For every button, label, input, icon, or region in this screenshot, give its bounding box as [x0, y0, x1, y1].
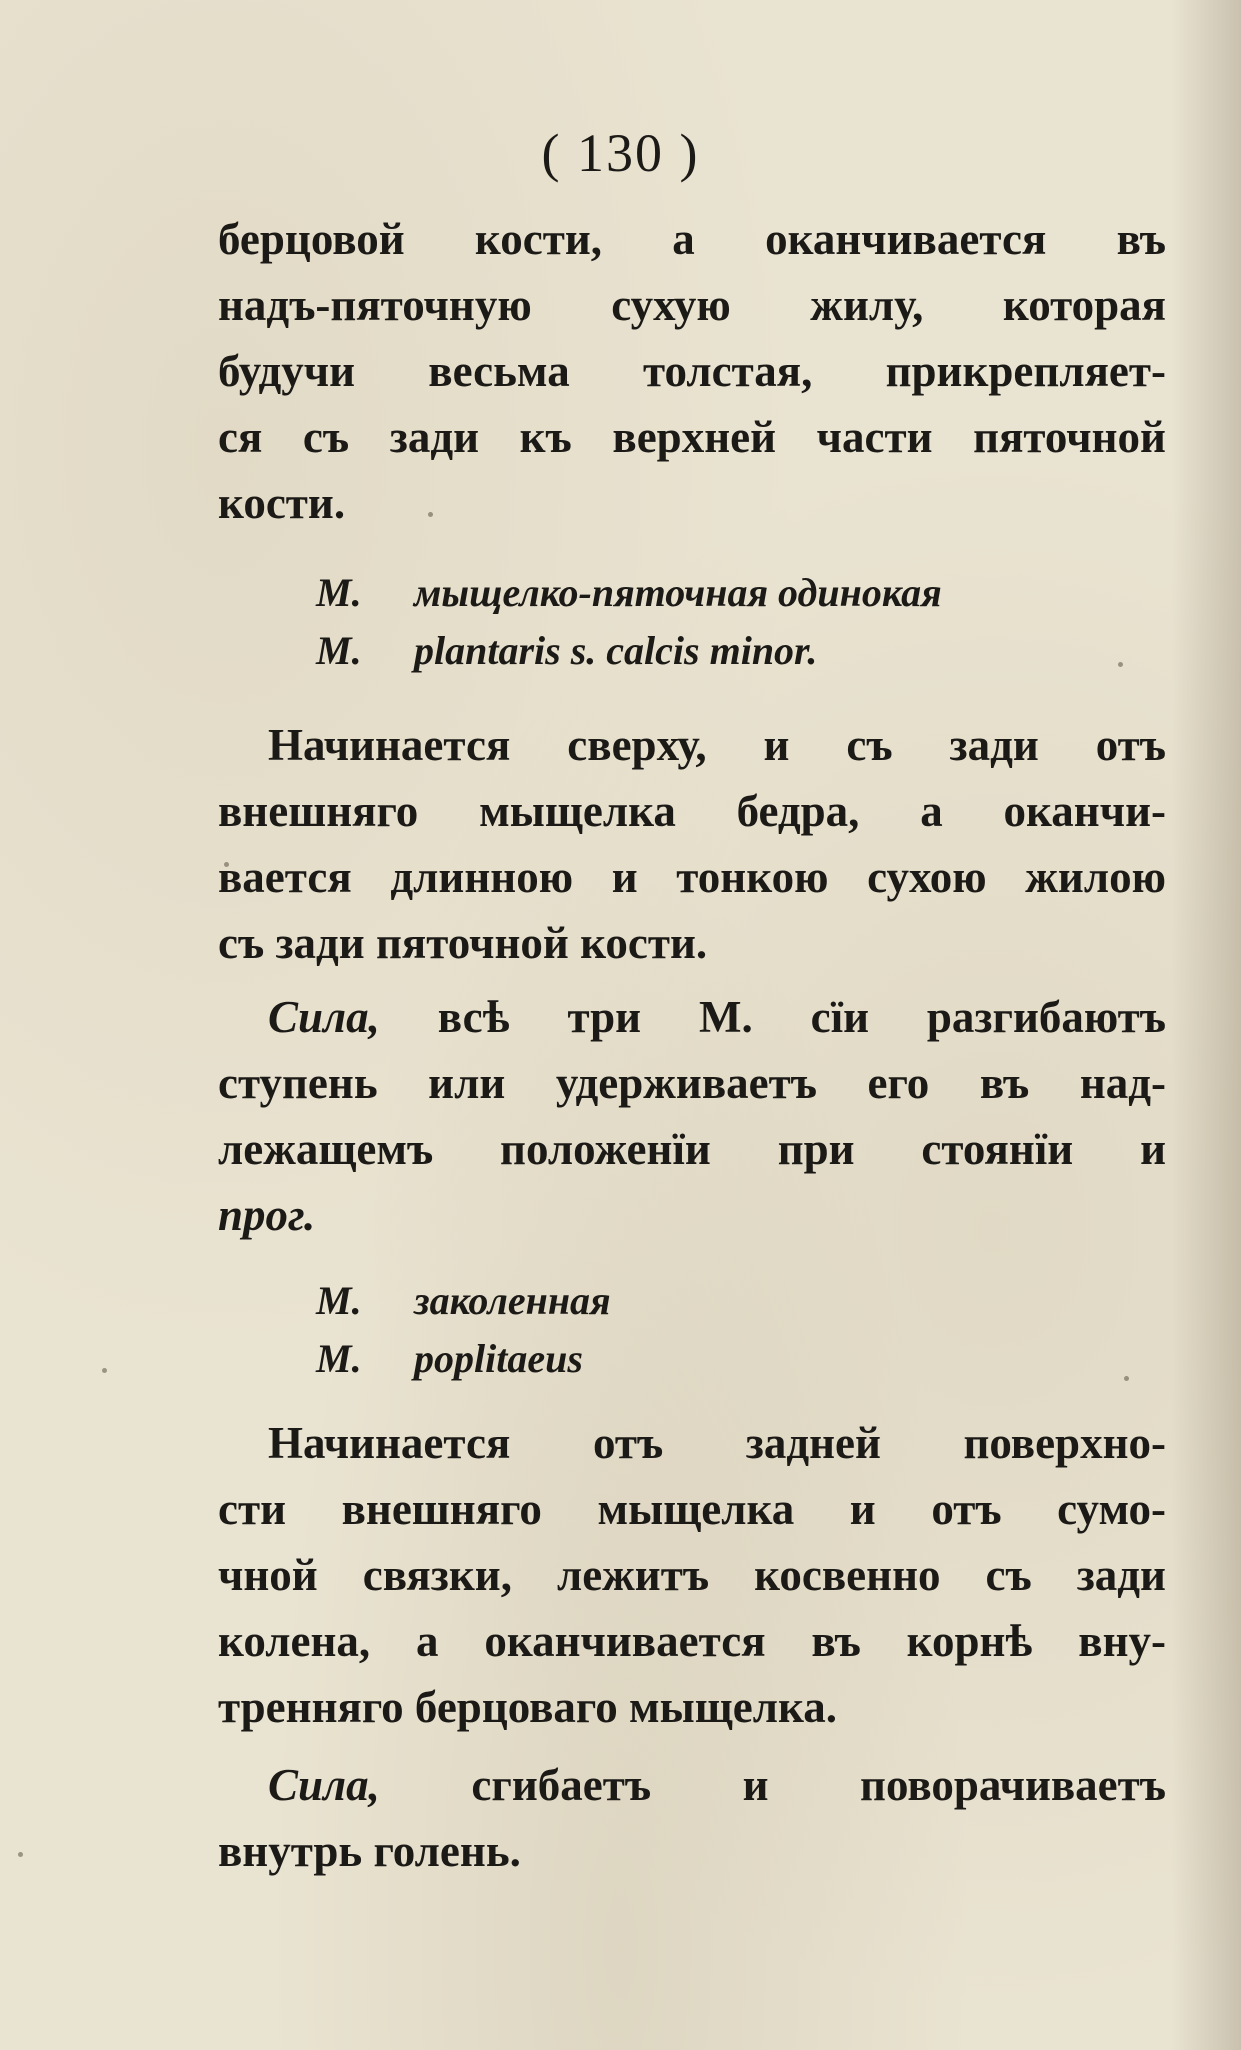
text-line: внутрь голень. [218, 1826, 521, 1876]
heading-russian-line [316, 564, 942, 622]
heading-russian-name: мыщелко-пяточная одинокая [414, 570, 942, 615]
paragraph-5 [218, 1752, 1166, 1884]
text-line: чной связки, лежитъ косвенно съ зади [218, 1550, 1166, 1600]
line-rest: сгибаетъ и поворачиваетъ [471, 1760, 1166, 1810]
text-line: внешняго мыщелка бедра, а оканчи- [218, 786, 1166, 836]
text-line [218, 1752, 1166, 1818]
text-line: съ зади пяточной кости. [218, 918, 708, 968]
heading-latin-name: poplitaeus [414, 1336, 583, 1381]
text-line: сти внешняго мыщелка и отъ сумо- [218, 1484, 1166, 1534]
heading-latin-line [316, 622, 942, 680]
text-line [218, 984, 1166, 1050]
text-line: кости. [218, 478, 346, 528]
text-line: надъ-пяточную сухую жилу, которая [218, 280, 1166, 330]
paper-speck [1124, 1376, 1129, 1381]
paragraph-2 [218, 712, 1166, 976]
text-line: Начинается отъ задней поверхно- [268, 1418, 1166, 1468]
lead-word: Сила, [268, 992, 380, 1042]
heading-latin-name: plantaris s. calcis minor. [414, 628, 818, 673]
paragraph-3 [218, 984, 1166, 1248]
paper-speck [1118, 662, 1123, 667]
muscle-heading-1 [316, 564, 942, 680]
heading-abbr: М. [316, 1278, 362, 1323]
paper-speck [428, 512, 433, 517]
text-line: вается длинною и тонкою сухою жилою [218, 852, 1166, 902]
heading-abbr: M. [316, 628, 362, 673]
lead-word: Сила, [268, 1760, 380, 1810]
heading-abbr: M. [316, 1336, 362, 1381]
page-number: ( 130 ) [541, 123, 700, 183]
muscle-heading-2 [316, 1272, 611, 1388]
paragraph-1 [218, 206, 1166, 536]
heading-russian-line [316, 1272, 611, 1330]
heading-latin-line [316, 1330, 611, 1388]
text-line: ступень или удерживаетъ его въ над- [218, 1058, 1166, 1108]
text-line: Начинается сверху, и съ зади отъ [268, 720, 1166, 770]
page-edge-shadow [1171, 0, 1241, 2050]
text-line: колена, а оканчивается въ корнѣ вну- [218, 1616, 1166, 1666]
text-line: будучи весьма толстая, прикрепляет- [218, 346, 1166, 396]
paragraph-4 [218, 1410, 1166, 1740]
text-line: берцовой кости, а оканчивается въ [218, 214, 1166, 264]
text-line: тренняго берцоваго мыщелка. [218, 1682, 837, 1732]
paper-speck [224, 862, 229, 867]
paper-speck [18, 1852, 23, 1857]
text-line: ся съ зади къ верхней части пяточной [218, 412, 1166, 462]
heading-russian-name: заколенная [414, 1278, 611, 1323]
paper-speck [102, 1368, 107, 1373]
text-line: прог. [218, 1190, 316, 1240]
text-line: лежащемъ положенїи при стоянїи и [218, 1124, 1166, 1174]
heading-abbr: М. [316, 570, 362, 615]
line-rest: всѣ три М. сїи разгибаютъ [437, 992, 1167, 1042]
